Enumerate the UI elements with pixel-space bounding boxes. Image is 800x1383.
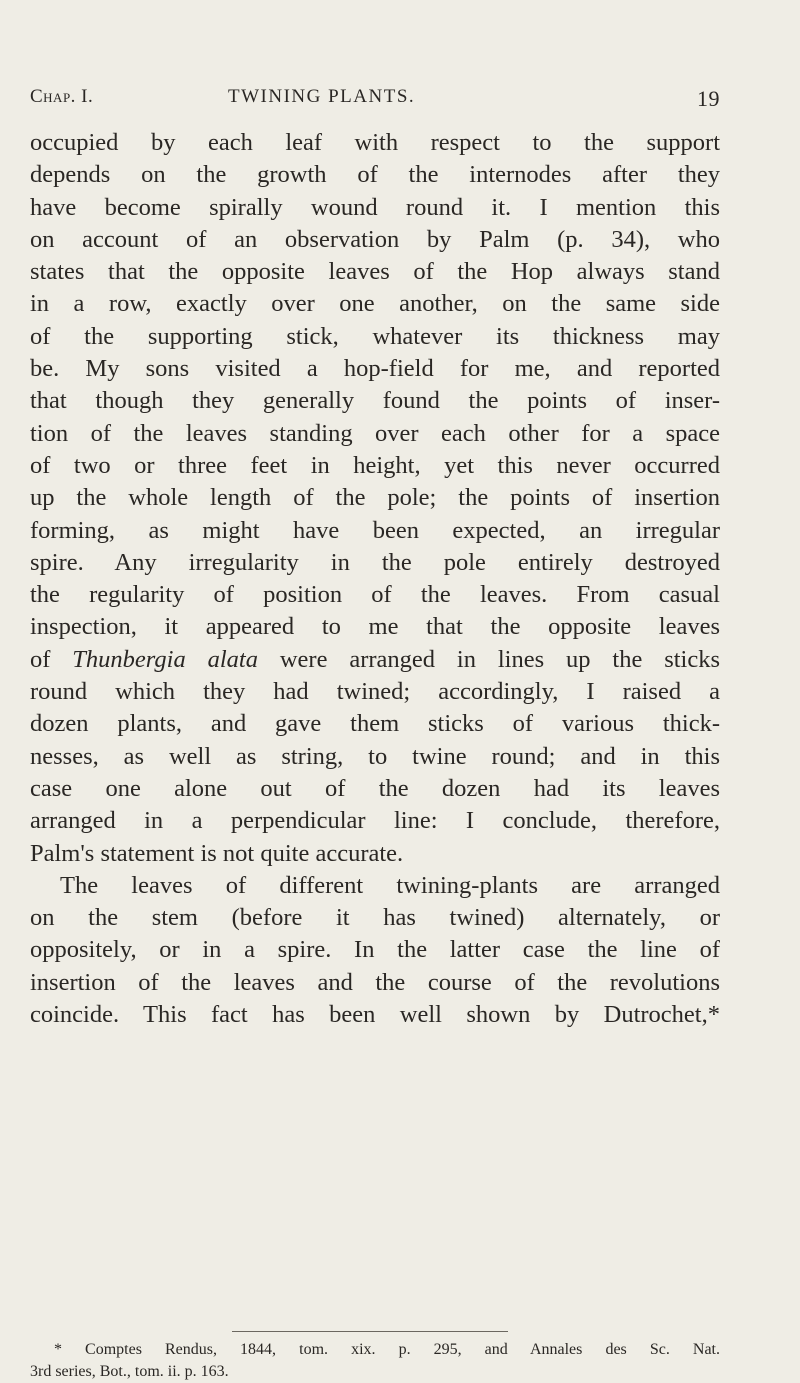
text-line: case one alone out of the dozen had its leaves	[30, 774, 720, 802]
text-line: insertion of the leaves and the course of the revolutions	[30, 968, 720, 996]
footnote-line: * Comptes Rendus, 1844, tom. xix. p. 295, and Annales des Sc. Nat.	[54, 1341, 720, 1358]
text-line: be. My sons visited a hop-field for me, and reported	[30, 355, 720, 383]
text-line: forming, as might have been expected, an irregular	[30, 516, 720, 544]
text-line: coincide. This fact has been well shown by Dutrochet,*	[30, 1001, 720, 1029]
text-line: inspection, it appeared to me that the opposite leaves	[30, 613, 720, 641]
chapter-label: Chap. I.	[30, 86, 94, 107]
text-line: on the stem (before it has twined) alternately, or	[30, 904, 720, 932]
running-title: TWINING PLANTS.	[228, 86, 416, 107]
text-line: the regularity of position of the leaves. From casual	[30, 581, 720, 609]
text-line: of the supporting stick, whatever its thickness may	[30, 322, 720, 350]
text-line: on account of an observation by Palm (p. 34), who	[30, 225, 720, 253]
text-line: states that the opposite leaves of the Hop always stand	[30, 258, 720, 286]
text-line: up the whole length of the pole; the points of insertion	[30, 484, 720, 512]
species-name: Thunbergia alata	[72, 645, 258, 673]
body-text	[30, 127, 720, 1031]
text-line: The leaves of different twining-plants are arranged	[60, 871, 720, 899]
text-line: nesses, as well as string, to twine round; and in this	[30, 742, 720, 770]
running-head	[30, 86, 720, 116]
text-line: occupied by each leaf with respect to the support	[30, 129, 720, 156]
text-line: arranged in a perpendicular line: I conclude, therefore,	[30, 807, 720, 835]
text-fragment: of	[30, 645, 73, 673]
text-line: tion of the leaves standing over each other for a space	[30, 419, 720, 447]
footnote-divider	[232, 1331, 508, 1332]
text-line: Palm's statement is not quite accurate.	[30, 839, 404, 867]
footnote-line: 3rd series, Bot., tom. ii. p. 163.	[30, 1363, 229, 1380]
footnote	[30, 1339, 720, 1383]
text-fragment: were arranged in lines up the sticks	[257, 645, 720, 673]
text-line: have become spirally wound round it. I mention this	[30, 193, 720, 221]
text-line: dozen plants, and gave them sticks of various thick-	[30, 710, 720, 738]
text-line: spire. Any irregularity in the pole entirely destroyed	[30, 548, 720, 576]
text-line: depends on the growth of the internodes after they	[30, 161, 720, 189]
page-number: 19	[697, 86, 720, 111]
text-line: of two or three feet in height, yet this never occurred	[30, 451, 720, 479]
text-line: in a row, exactly over one another, on the same side	[30, 290, 720, 318]
text-line: oppositely, or in a spire. In the latter case the line of	[30, 936, 720, 964]
text-line: that though they generally found the points of inser-	[30, 387, 720, 415]
text-line: round which they had twined; accordingly, I raised a	[30, 678, 720, 706]
text-line-thunbergia	[30, 644, 720, 676]
